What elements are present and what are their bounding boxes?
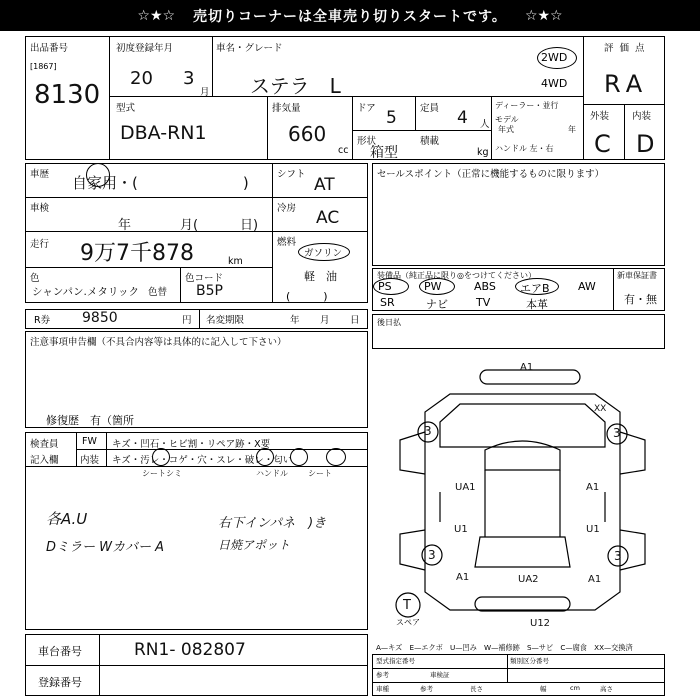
cap-unit: 人: [480, 119, 490, 130]
name-label: 車名・グレード: [216, 43, 283, 54]
inspector-l2: 記入欄: [30, 455, 59, 466]
equip-item-1: PS: [378, 280, 392, 293]
lot-number: 8130: [34, 80, 101, 110]
stars-right: ☆★☆: [524, 7, 563, 24]
cert-t8: 幅: [540, 685, 547, 693]
cert-t7: 長さ: [470, 685, 483, 693]
shape-value: 箱型: [370, 145, 398, 161]
cert-t6: 参考: [420, 685, 433, 693]
mark-circle-3: [290, 448, 308, 466]
after-label: 後日払: [377, 318, 401, 327]
equip-item-2: PW: [424, 280, 442, 293]
shaken-m: 月(: [180, 218, 199, 233]
note-1: シートシミ: [142, 469, 182, 478]
dealer-l5: ハンドル 左・右: [495, 144, 554, 153]
dealer-l4: 年: [568, 125, 576, 134]
dmg-3-br: 3: [614, 549, 622, 563]
dmg-ua1: UA1: [455, 482, 476, 493]
equip-item-6: SR: [380, 296, 395, 309]
shift-value: AT: [314, 175, 335, 195]
legend: A—キズ E—エクボ U—凹み W—補修跡 S—サビ C—腐食 XX—交換済: [376, 643, 633, 652]
disp-label: 排気量: [272, 103, 301, 114]
equip-circle-4: [515, 278, 559, 295]
hand-note-a: 各A.U: [46, 510, 88, 528]
stars-left: ☆★☆: [137, 7, 176, 24]
sales-label: セールスポイント（正常に機能するものに限ります）: [377, 169, 605, 180]
equip-item-7: ナビ: [426, 298, 448, 311]
equip-item-8: TV: [476, 296, 491, 309]
aircon-value: AC: [316, 208, 340, 228]
history-label: 車歴: [30, 169, 50, 180]
equip-item-9: 本革: [526, 298, 548, 311]
colorcode-label: 色コード: [185, 273, 224, 284]
car-name: ステラ L: [250, 74, 341, 98]
ext-value: C: [594, 130, 611, 158]
dealer-l3: 年式: [498, 125, 514, 134]
weight-unit: kg: [477, 147, 489, 158]
notice-label: 注意事項申告欄（不具合内容等は具体的に記入して下さい）: [30, 337, 287, 348]
mark-circle-1: [152, 448, 170, 466]
cert-t3: 参考: [376, 671, 389, 679]
recycle-unit: 円: [182, 315, 192, 326]
disp-value: 660: [288, 122, 327, 146]
dmg-xx: XX: [594, 404, 607, 414]
cert-t5: 車種: [376, 685, 389, 693]
reg-year: 20: [130, 68, 153, 89]
lot-label: 出品番号: [30, 43, 69, 54]
after-block: [372, 314, 665, 349]
fw-items: キズ・凹石・ヒビ割・リペア跡・X要: [112, 439, 271, 450]
dmg-u1-l: U1: [454, 524, 468, 535]
weight-label: 積載: [420, 136, 440, 147]
model-value: DBA-RN1: [120, 122, 207, 144]
ext-label: 外装: [590, 111, 610, 122]
reg-month: 3: [183, 68, 195, 89]
dmg-3-bl: 3: [428, 548, 436, 562]
header-banner: [0, 0, 700, 31]
color-value: シャンパン.メタリック: [32, 286, 139, 298]
equip-item-5: AW: [578, 280, 596, 293]
note-3: シート: [308, 469, 332, 478]
change-d: 日: [350, 315, 360, 326]
shaken-d: 日): [240, 218, 259, 233]
color-change: 色替: [148, 287, 168, 298]
disp-unit: cc: [338, 145, 349, 156]
mileage-value: 9万7千878: [80, 241, 194, 266]
equip-item-4: エアB: [520, 282, 550, 295]
drive-4wd: 4WD: [541, 77, 568, 90]
mileage-unit: km: [228, 256, 243, 267]
cap-value: 4: [457, 108, 468, 128]
equip-label: 装備品（純正品に限り◎をつけてください）: [377, 271, 536, 280]
reg-unit: 月: [200, 87, 210, 98]
hand-note-b: Dミラー Wカバー A: [46, 540, 165, 555]
fuel-gas: ガソリン: [304, 248, 343, 259]
shift-label: シフト: [277, 169, 306, 180]
mark-circle-4: [326, 448, 346, 466]
equip-circle-2: [419, 278, 455, 295]
grade-value: RA: [604, 70, 649, 98]
in-label: 内装: [80, 455, 100, 466]
equip-circle-1: [373, 278, 409, 295]
frame-value: RN1- 082807: [134, 640, 246, 660]
door-value: 5: [386, 108, 397, 128]
fuel-diesel: 軽 油: [304, 270, 337, 283]
dmg-3-tl: 3: [424, 424, 432, 438]
dmg-3-tr: 3: [613, 426, 621, 440]
frame-label: 車台番号: [38, 645, 82, 658]
fuel-label: 燃料: [277, 237, 297, 248]
shaken-y: 年: [118, 218, 132, 233]
dmg-u1-r: U1: [586, 524, 600, 535]
dmg-t: T: [403, 598, 411, 613]
banner-text: 売切りコーナーは全車売り切りスタートです。: [193, 8, 507, 25]
dealer-l1: ディーラー・並行: [495, 101, 559, 110]
lot-sub: [1867]: [30, 62, 57, 71]
spare-label: スペア: [396, 618, 420, 627]
note-2: ハンドル: [256, 469, 288, 478]
history-value: 自家用・( ): [72, 174, 249, 192]
grade-label: 評価点: [604, 43, 651, 54]
cap-label: 定員: [420, 103, 440, 114]
equip-item-3: ABS: [474, 280, 496, 293]
dmg-a1-top: A1: [520, 362, 534, 373]
cert-t1: 型式指定番号: [376, 657, 415, 665]
in-items: キズ・汚レ・コゲ・穴・スレ・破レ・匂い: [112, 455, 293, 466]
plate-label: 登録番号: [38, 676, 82, 689]
shape-label: 形状: [357, 136, 377, 147]
inspector-l1: 検査員: [30, 439, 59, 450]
colorcode-value: B5P: [196, 283, 223, 299]
recycle-label: R券: [34, 315, 51, 326]
int-value: D: [636, 130, 655, 158]
dmg-u12: U12: [530, 618, 551, 629]
change-m: 月: [320, 315, 330, 326]
dmg-a1-br: A1: [588, 574, 602, 585]
mileage-label: 走行: [30, 239, 50, 250]
change-y: 年: [290, 315, 300, 326]
dmg-a1-r: A1: [586, 482, 600, 493]
fuel-other: ( ): [286, 290, 328, 303]
shaken-label: 車検: [30, 203, 50, 214]
hand-note-d: 日焼アポット: [218, 538, 291, 552]
change-label: 名変期限: [206, 315, 245, 326]
model-label: 型式: [116, 103, 136, 114]
recycle-block: [25, 309, 368, 329]
dmg-a1-bl: A1: [456, 572, 470, 583]
cert-t2: 類別区分番号: [510, 657, 549, 665]
cert-t9: 高さ: [600, 685, 613, 693]
dmg-ua2: UA2: [518, 574, 539, 585]
cert-t10: cm: [570, 684, 580, 692]
color-label: 色: [30, 273, 40, 284]
repair-label: 修復歴 有（箇所: [46, 414, 134, 427]
reg-label: 初度登録年月: [116, 43, 174, 54]
recycle-value: 9850: [82, 310, 118, 326]
drive-2wd: 2WD: [541, 51, 568, 64]
newcar-label: 新車保証書: [617, 271, 657, 280]
door-label: ドア: [357, 103, 376, 114]
newcar-value: 有・無: [624, 293, 657, 306]
aircon-label: 冷房: [277, 203, 297, 214]
fw-label: FW: [82, 436, 97, 447]
int-label: 内装: [632, 111, 652, 122]
dealer-l2: モデル: [495, 115, 519, 124]
mark-circle-2: [256, 448, 274, 466]
cert-t4: 車検証: [430, 671, 450, 679]
car-diagram: [380, 352, 665, 630]
hand-note-c: 右下インパネ )き: [218, 516, 327, 531]
